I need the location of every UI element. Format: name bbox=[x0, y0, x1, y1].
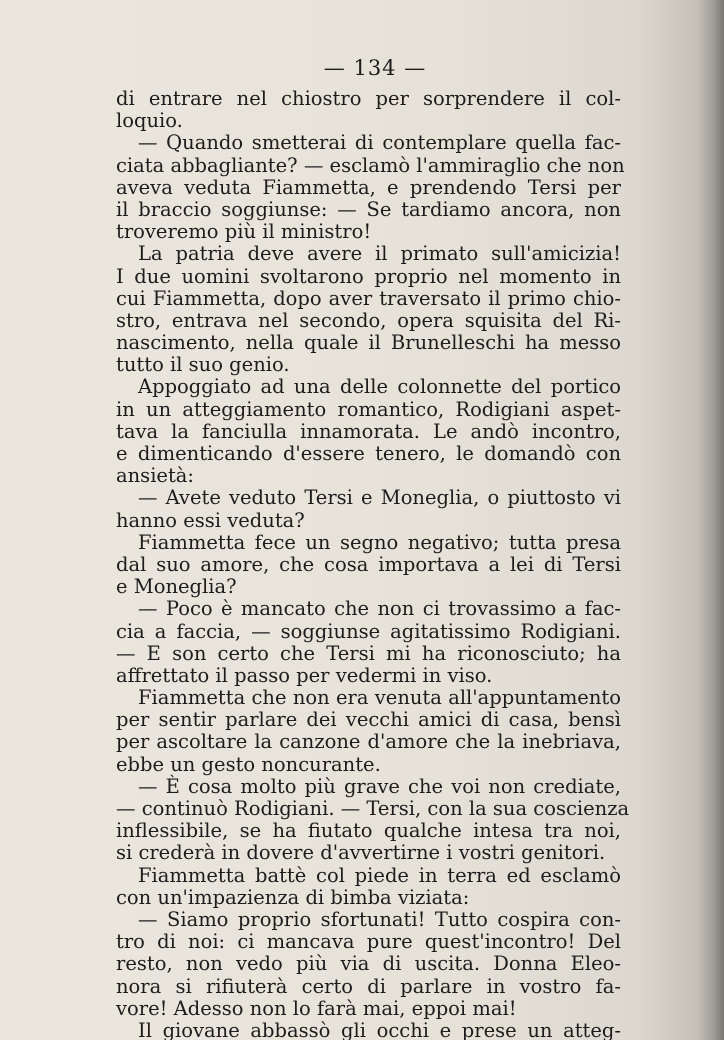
text-line: dal suo amore, che cosa importava a lei di Tersi bbox=[116, 552, 621, 576]
text-line: — E son certo che Tersi mi ha riconosciuto; ha bbox=[116, 641, 621, 665]
text-line: — Quando smetterai di contemplare quella fac- bbox=[138, 131, 621, 155]
body-text bbox=[116, 87, 630, 1040]
text-line: Il giovane abbassò gli occhi e prese un atteg- bbox=[138, 1018, 621, 1040]
text-line: La patria deve avere il primato sull'amicizia! bbox=[138, 242, 621, 266]
text-line: resto, non vedo più via di uscita. Donna Eleo- bbox=[116, 952, 621, 976]
text-line: tro di noi: ci mancava pure quest'incontro! Del bbox=[116, 930, 621, 954]
text-line: affrettato il passo per vedermi in viso. bbox=[116, 663, 493, 687]
text-line: Fiammetta fece un segno negativo; tutta presa bbox=[138, 530, 621, 554]
page-number: — 134 — bbox=[323, 56, 427, 80]
page-edge-shadow bbox=[698, 0, 724, 1040]
text-line: — continuò Rodigiani. — Tersi, con la sua coscienza bbox=[116, 797, 630, 820]
text-line: — Avete veduto Tersi e Moneglia, o piuttosto vi bbox=[138, 486, 621, 510]
text-line: troveremo più il ministro! bbox=[116, 220, 372, 244]
text-line: — Siamo proprio sfortunati! Tutto cospira con- bbox=[138, 907, 621, 931]
text-line: e dimenticando d'essere tenero, le domandò con bbox=[116, 442, 621, 465]
text-line: loquio. bbox=[116, 109, 183, 133]
text-line: cui Fiammetta, dopo aver traversato il primo chio- bbox=[116, 286, 621, 310]
text-line: tutto il suo genio. bbox=[116, 353, 290, 377]
text-line: di entrare nel chiostro per sorprendere il col- bbox=[116, 87, 621, 110]
text-line: cia a faccia, — soggiunse agitatissimo Rodigiani. bbox=[116, 619, 621, 643]
text-line: per ascoltare la canzone d'amore che la inebriava, bbox=[116, 730, 621, 754]
text-line: Fiammetta battè col piede in terra ed esclamò bbox=[138, 863, 621, 887]
text-line: vore! Adesso non lo farà mai, eppoi mai! bbox=[116, 996, 517, 1020]
text-line: in un atteggiamento romantico, Rodigiani aspet- bbox=[116, 397, 621, 421]
text-line: per sentir parlare dei vecchi amici di casa, bensì bbox=[116, 708, 621, 732]
text-line: ebbe un gesto noncurante. bbox=[116, 752, 381, 776]
text-line: ansietà: bbox=[116, 464, 194, 488]
text-line: tava la fanciulla innamorata. Le andò incontro, bbox=[116, 419, 621, 443]
text-line: I due uomini svoltarono proprio nel momento in bbox=[116, 264, 621, 288]
text-line: aveva veduta Fiammetta, e prendendo Tersi per bbox=[116, 175, 621, 199]
text-line: con un'impazienza di bimba viziata: bbox=[116, 885, 470, 909]
text-line: nascimento, nella quale il Brunelleschi ha messo bbox=[116, 331, 621, 355]
text-line: stro, entrava nel secondo, opera squisita del Ri- bbox=[116, 308, 621, 332]
text-line: — Poco è mancato che non ci trovassimo a fac- bbox=[138, 597, 621, 621]
text-line: hanno essi veduta? bbox=[116, 508, 305, 532]
text-line: Fiammetta che non era venuta all'appuntamento bbox=[138, 686, 621, 710]
text-line: ciata abbagliante? — esclamò l'ammiraglio che non bbox=[116, 153, 625, 177]
text-line: nora si rifiuterà certo di parlare in vostro fa- bbox=[116, 974, 621, 998]
text-line: e Moneglia? bbox=[116, 575, 237, 599]
text-line: il braccio soggiunse: — Se tardiamo ancora, non bbox=[116, 197, 621, 221]
text-line: Appoggiato ad una delle colonnette del portico bbox=[138, 375, 621, 399]
text-line: inflessibile, se ha fiutato qualche intesa tra noi, bbox=[116, 819, 621, 843]
text-line: si crederà in dovere d'avvertirne i vostri genitori. bbox=[116, 841, 606, 865]
text-line: — È cosa molto più grave che voi non crediate, bbox=[138, 774, 621, 798]
